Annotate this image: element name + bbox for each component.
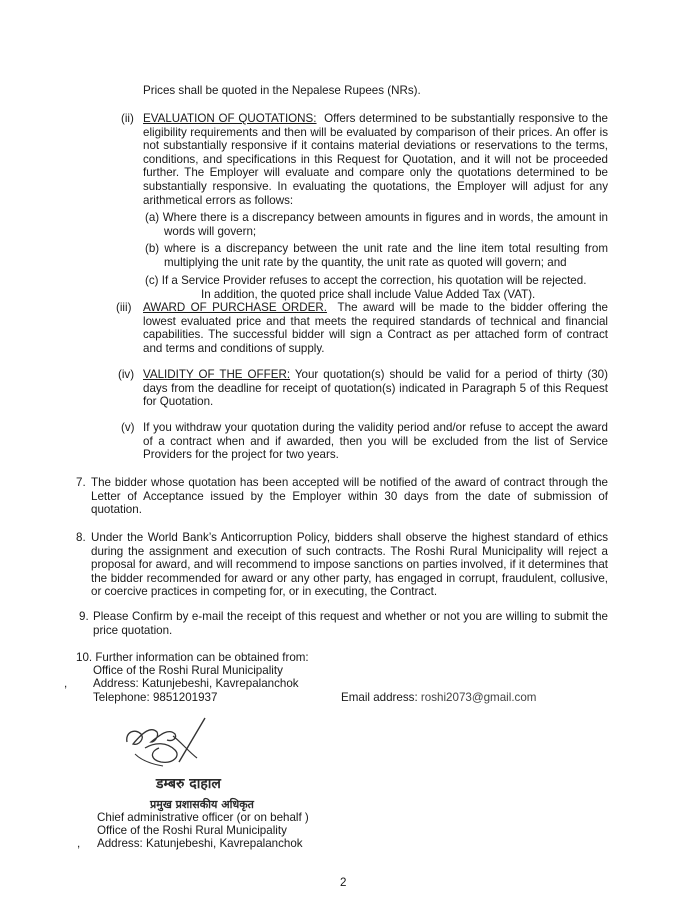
email-label: Email address:: [341, 691, 418, 704]
contact-office: Office of the Roshi Rural Municipality: [93, 664, 283, 677]
stray-comma: ,: [64, 677, 68, 690]
signatory-address: Address: Katunjebeshi, Kavrepalanchok: [97, 837, 303, 850]
item-ii-paragraph: [143, 112, 608, 207]
item-ii-body: Offers determined to be substantially responsive to the eligibility requirements and then will be evaluated by comparison of their prices. An offer is not substantially responsive if it contains material deviations or reservations to the terms, conditions, and specifications in this Request for Quotation, and it will not be proceeded further. The Employer will evaluate and compare only the quotations determined to be substantially responsive. In evaluating the quotations, the Employer will adjust for any arithmetical errors as follows:: [143, 112, 609, 207]
item-ii-point-c: (c) If a Service Provider refuses to accept the correction, his quotation will be rejected.: [145, 274, 587, 287]
prices-currency-line: Prices shall be quoted in the Nepalese Rupees (NRs).: [143, 84, 421, 97]
item-iv-title: VALIDITY OF THE OFFER:: [143, 368, 291, 381]
item-ii-point-b: (b) where is a discrepancy between the unit rate and the line item total resulting from multiplying the unit rate by the quantity, the unit rate as quoted will govern; and: [145, 242, 608, 269]
item-v-paragraph: If you withdraw your quotation during the validity period and/or refuse to accept the award of a contract when and if awarded, then you will be excluded from the list of Service Providers for the project for two years.: [143, 421, 608, 462]
stamp-name: डम्बरु दाहाल: [156, 776, 221, 792]
item-10-heading: 10. Further information can be obtained from:: [76, 651, 309, 664]
stamp-title: प्रमुख प्रशासकीय अधिकृत: [150, 798, 254, 811]
item-v-label: (v): [121, 421, 135, 434]
item-iii-paragraph: [143, 301, 608, 355]
item-ii-label: (ii): [121, 112, 134, 125]
contact-telephone: Telephone: 9851201937: [93, 691, 218, 704]
item-ii-point-a: (a) Where there is a discrepancy between amounts in figures and in words, the amount in words will govern;: [145, 211, 608, 238]
item-iii-title: AWARD OF PURCHASE ORDER.: [143, 301, 328, 314]
item-iii-body: The award will be made to the bidder offering the lowest evaluated price and that meets the required standards of technical and financial capabilities. The successful bidder will sign a Contract as per attached form of contract and terms and conditions of supply.: [143, 301, 608, 355]
stray-comma-2: ,: [77, 837, 81, 850]
signatory-office: Office of the Roshi Rural Municipality: [97, 824, 287, 837]
vat-note: In addition, the quoted price shall include Value Added Tax (VAT).: [201, 288, 536, 301]
item-ii-title: EVALUATION OF QUOTATIONS:: [143, 112, 317, 125]
item-iv-paragraph: [143, 368, 608, 409]
contact-address: Address: Katunjebeshi, Kavrepalanchok: [93, 677, 299, 690]
item-8-label: 8.: [76, 531, 86, 544]
item-7-text: The bidder whose quotation has been accepted will be notified of the award of contract through the Letter of Acceptance issued by the Employer within 30 days from the date of submission of quotation.: [91, 476, 608, 517]
item-8-text: Under the World Bank’s Anticorruption Policy, bidders shall observe the highest standard of ethics during the assignment and execution of such contracts. The Roshi Rural Municipality will reject a proposal for award, and will recommend to impose sanctions on parties involved, if it determines that the bidder recommended for award or any other party, has engaged in corrupt, fraudulent, collusive, or coercive practices in competing for, or in executing, the Contract.: [91, 531, 608, 599]
item-iv-body: Your quotation(s) should be valid for a period of thirty (30) days from the deadline for receipt of quotation(s) indicated in Paragraph 5 of this Request for Quotation.: [143, 368, 608, 409]
signature-image: [115, 712, 215, 774]
item-9-text: Please Confirm by e-mail the receipt of this request and whether or not you are willing to submit the price quotation.: [93, 610, 608, 637]
item-9-label: 9.: [79, 610, 89, 623]
contact-email-row: [341, 691, 536, 705]
email-value[interactable]: roshi2073@gmail.com: [420, 691, 537, 704]
page-number: 2: [340, 876, 347, 889]
item-iv-label: (iv): [118, 368, 135, 381]
signatory-title: Chief administrative officer (or on behalf ): [97, 811, 309, 824]
item-7-label: 7.: [76, 476, 86, 489]
item-iii-label: (iii): [116, 301, 132, 314]
